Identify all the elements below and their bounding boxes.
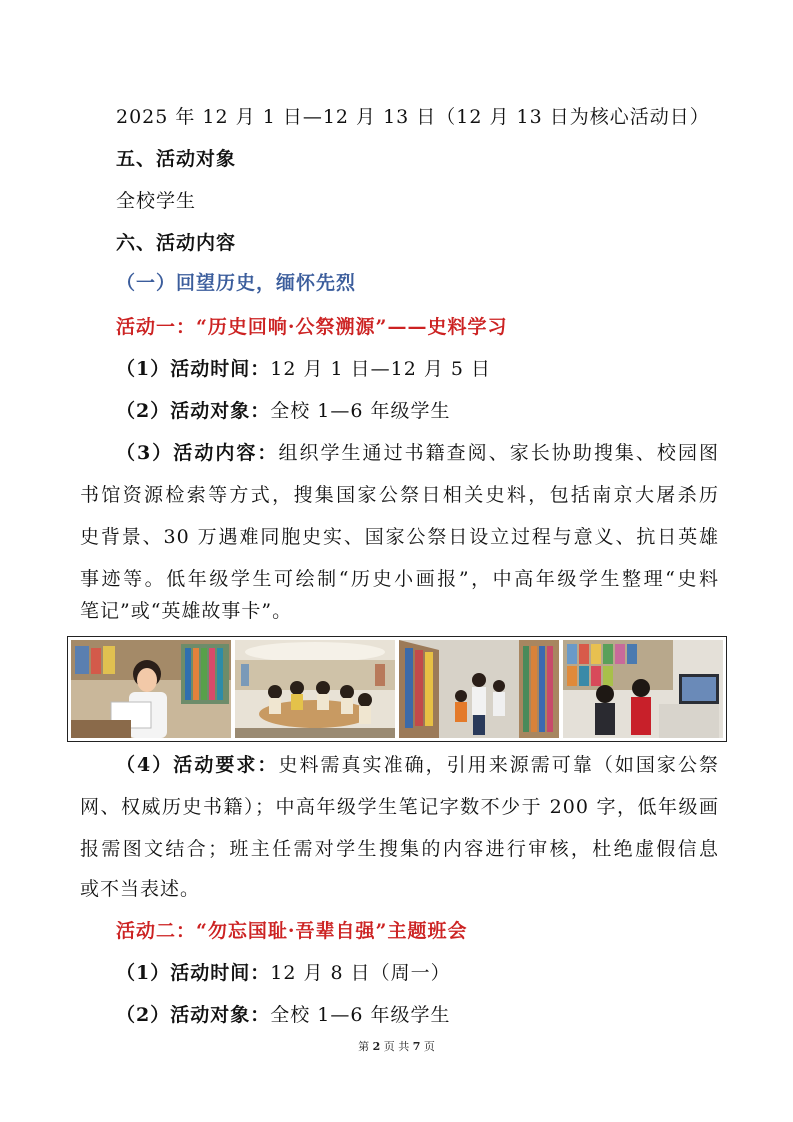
activity-two-time-label: （1）活动时间： <box>116 962 271 984</box>
activity-one-target-value: 全校 1—6 年级学生 <box>270 400 451 422</box>
activity-one-time-label: （1）活动时间： <box>116 358 271 380</box>
activity-one-target-label: （2）活动对象： <box>116 400 271 422</box>
activity-one-time <box>116 356 491 382</box>
target-audience-text: 全校学生 <box>116 190 197 212</box>
photo-kids-at-reading-table <box>235 640 395 738</box>
activity-two-target-label: （2）活动对象： <box>116 1004 271 1026</box>
activity-one-requirement-label: （4）活动要求： <box>116 754 279 776</box>
photo-students-at-bookshelves <box>399 640 559 738</box>
footer-middle: 页 共 <box>383 1040 410 1053</box>
activity-two-title: 活动二：“勿忘国耻·吾辈自强”主题班会 <box>116 920 468 942</box>
activity-one-content-text-1: 组织学生通过书籍查阅、家长协助搜集、校园图 <box>278 442 719 464</box>
activity-photo-strip <box>67 636 727 742</box>
footer-total-pages: 7 <box>412 1040 421 1053</box>
activity-one-content-line-3: 史背景、30 万遇难同胞史实、国家公祭日设立过程与意义、抗日英雄 <box>80 526 719 548</box>
activity-one-requirement-line-1 <box>116 752 719 778</box>
activity-one-requirement-line-2: 网、权威历史书籍）；中高年级学生笔记字数不少于 200 字，低年级画 <box>80 796 719 818</box>
activity-two-target <box>116 1002 451 1028</box>
activity-one-requirement-text-1: 史料需真实准确，引用来源需可靠（如国家公祭 <box>278 754 719 776</box>
footer-page-number: 2 <box>372 1040 381 1053</box>
activity-one-time-value: 12 月 1 日—12 月 5 日 <box>270 358 492 380</box>
photo-students-computer-library <box>563 640 723 738</box>
activity-one-requirement-line-4: 或不当表述。 <box>80 878 201 900</box>
section-six-heading: 六、活动内容 <box>116 232 237 254</box>
section-five-heading: 五、活动对象 <box>116 148 237 170</box>
activity-one-content-line-4: 事迹等。低年级学生可绘制“历史小画报”，中高年级学生整理“史料 <box>80 568 719 590</box>
photo-girl-reading-library <box>71 640 231 738</box>
activity-one-content-line-2: 书馆资源检索等方式，搜集国家公祭日相关史料，包括南京大屠杀历 <box>80 484 719 506</box>
activity-one-target <box>116 398 451 424</box>
activity-two-time-value: 12 月 8 日（周一） <box>270 962 451 984</box>
subsection-one-heading: （一）回望历史，缅怀先烈 <box>116 272 357 294</box>
footer-suffix: 页 <box>423 1040 435 1053</box>
activity-one-content-label: （3）活动内容： <box>116 442 279 464</box>
activity-one-content-line-5: 笔记”或“英雄故事卡”。 <box>80 600 293 622</box>
activity-one-title: 活动一：“历史回响·公祭溯源”——史料学习 <box>116 316 508 338</box>
activity-two-time <box>116 960 451 986</box>
activity-one-content-line-1 <box>116 440 719 466</box>
activity-two-target-value: 全校 1—6 年级学生 <box>270 1004 451 1026</box>
activity-one-requirement-line-3: 报需图文结合；班主任需对学生搜集的内容进行审核，杜绝虚假信息 <box>80 838 719 860</box>
footer-prefix: 第 <box>358 1040 370 1053</box>
date-range-line: 2025 年 12 月 1 日—12 月 13 日（12 月 13 日为核心活动日） <box>116 106 710 128</box>
page-footer <box>0 1040 793 1054</box>
